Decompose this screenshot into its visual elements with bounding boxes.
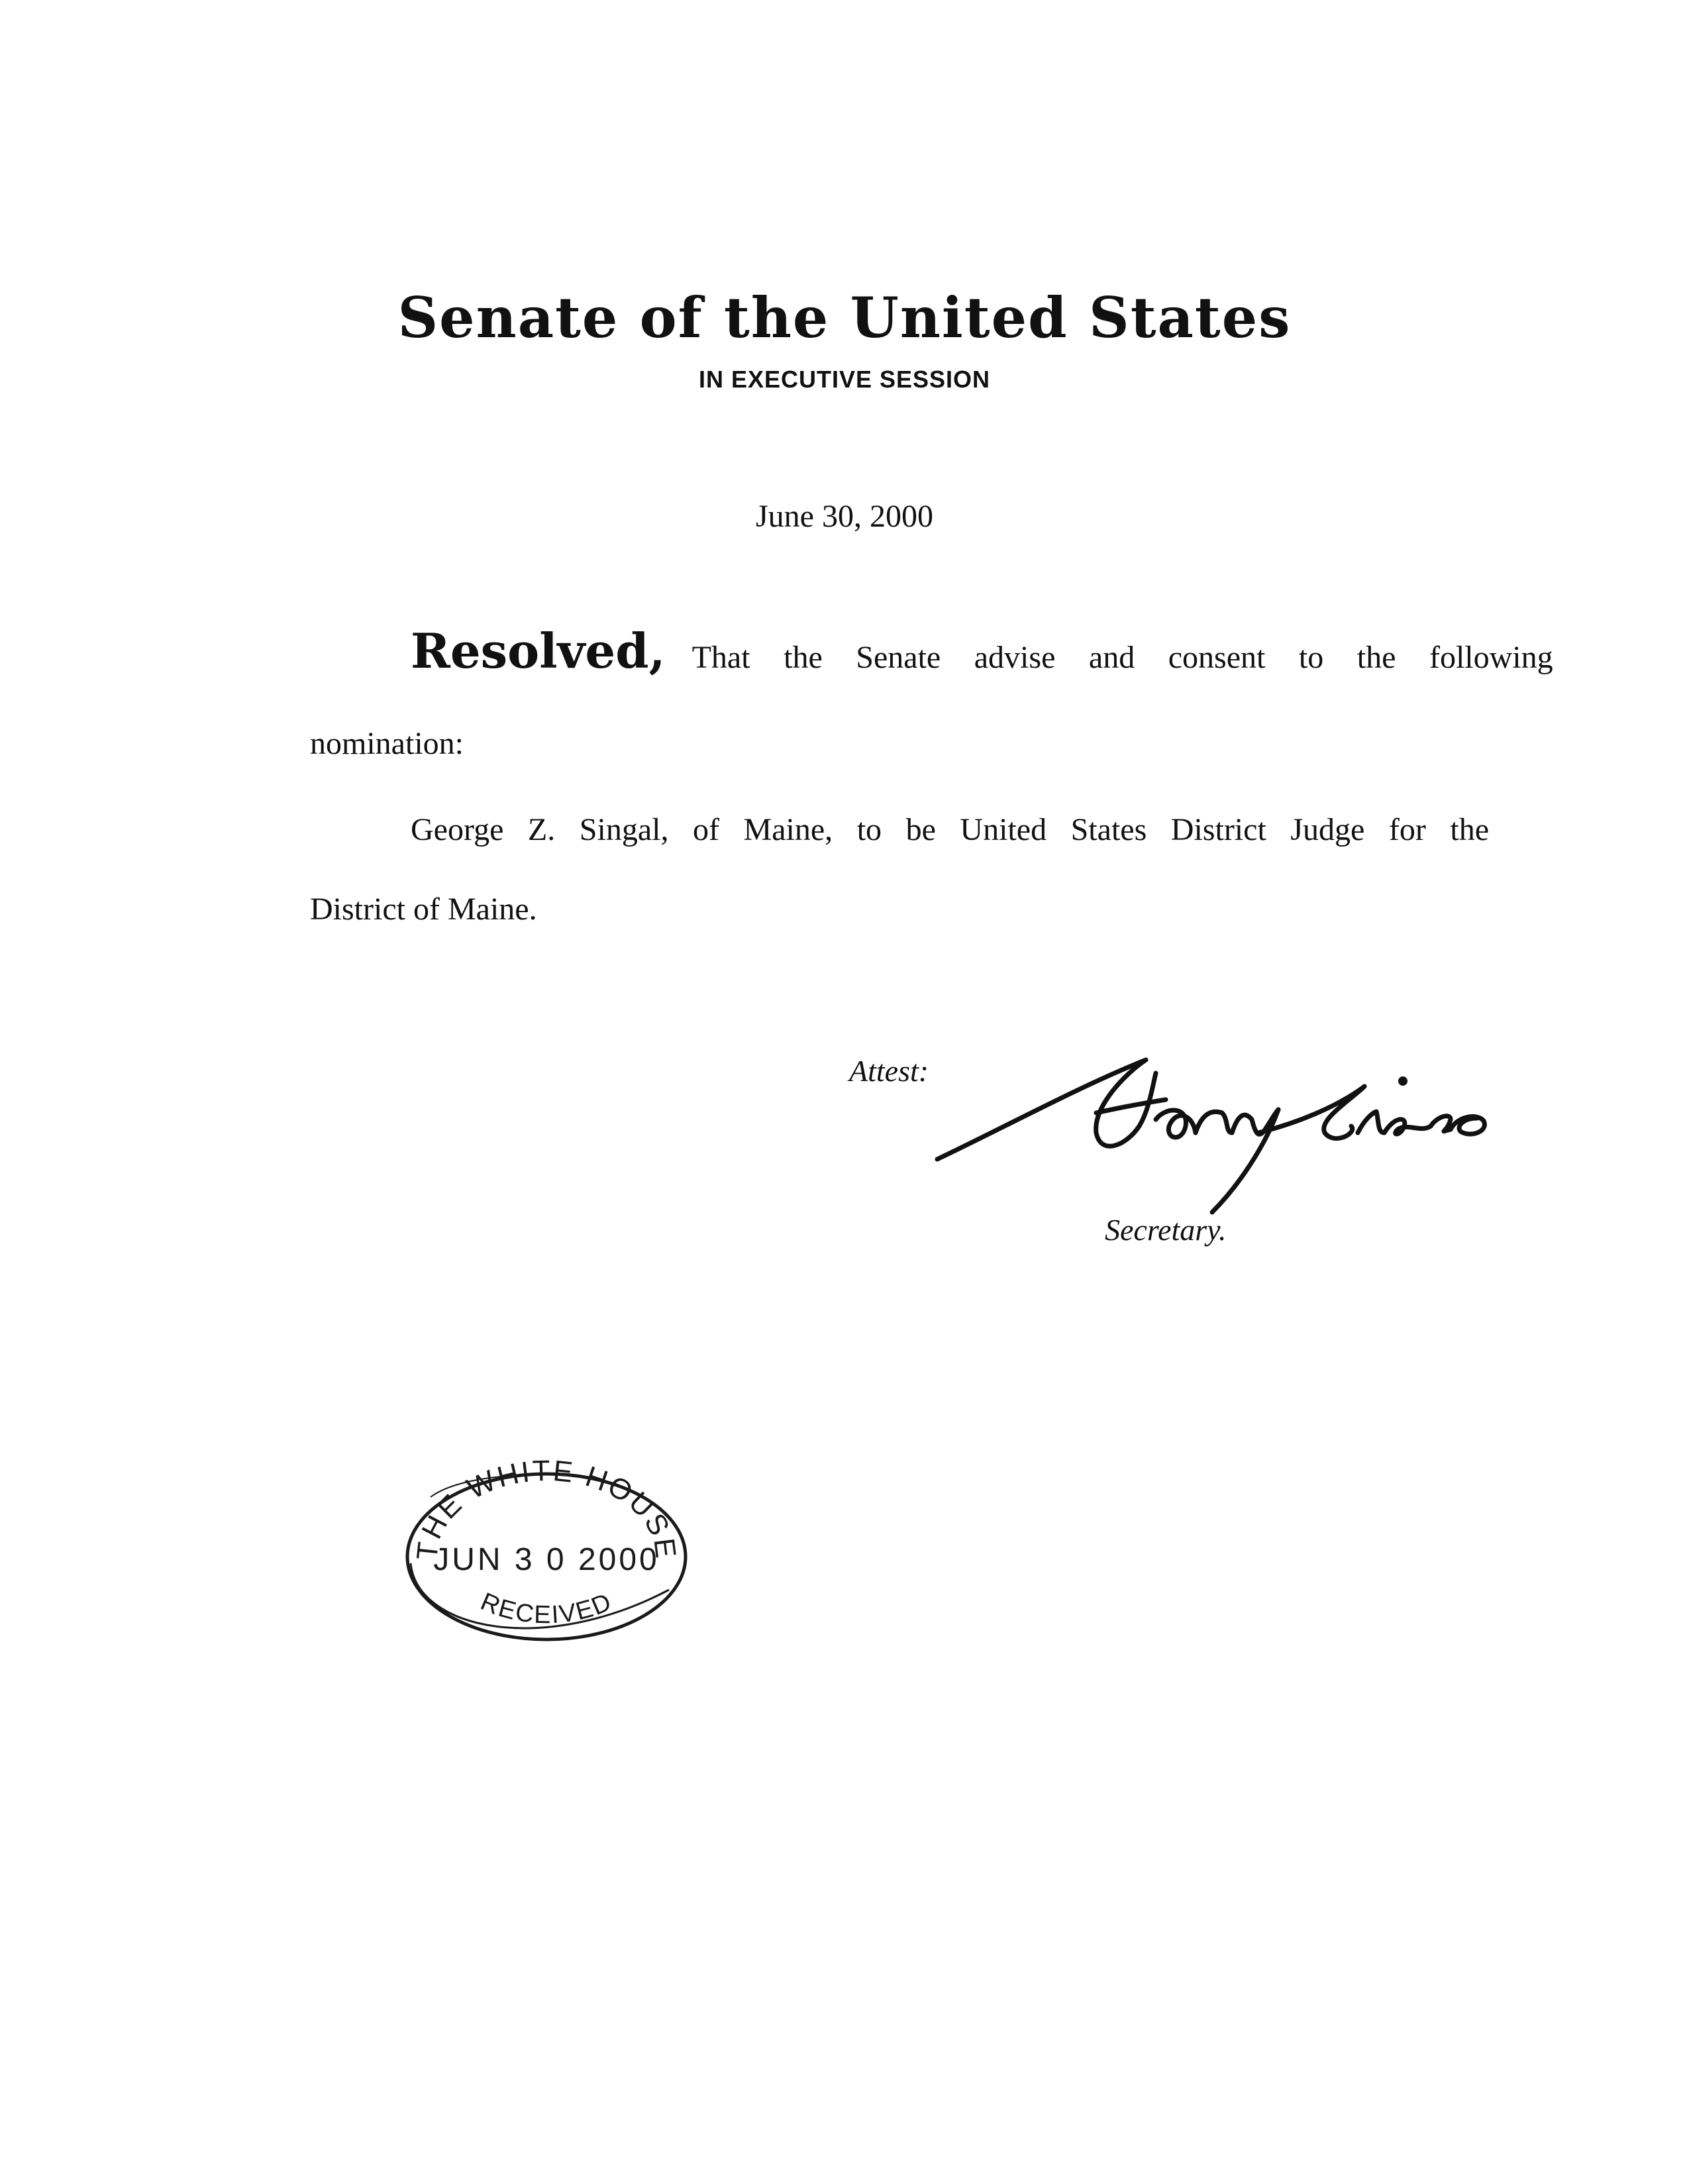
resolution-text-line1: That the Senate advise and consent to the following <box>691 640 1553 675</box>
nominee-line2: District of Maine. <box>310 892 537 927</box>
resolution-paragraph <box>310 623 1553 679</box>
session-subtitle: IN EXECUTIVE SESSION <box>698 366 991 393</box>
resolution-text-line2: nomination: <box>310 726 464 761</box>
stamp-date-text: JUN 3 0 2000 <box>433 1542 660 1577</box>
document-date: June 30, 2000 <box>756 499 933 534</box>
document-title: Senate of the United States <box>397 285 1292 350</box>
white-house-received-stamp <box>391 1457 702 1656</box>
secretary-label: Secretary. <box>1105 1213 1227 1247</box>
nominee-line1: George Z. Singal, of Maine, to be United States District Judge for the <box>411 812 1489 847</box>
stamp-bottom-text: RECEIVED <box>476 1587 617 1630</box>
svg-text:RECEIVED <box>476 1588 616 1630</box>
resolved-heading: Resolved, <box>411 623 666 679</box>
secretary-signature <box>927 1033 1510 1225</box>
attest-label: Attest: <box>849 1054 929 1088</box>
stamp-top-text: THE WHITE HOUSE <box>411 1457 683 1562</box>
